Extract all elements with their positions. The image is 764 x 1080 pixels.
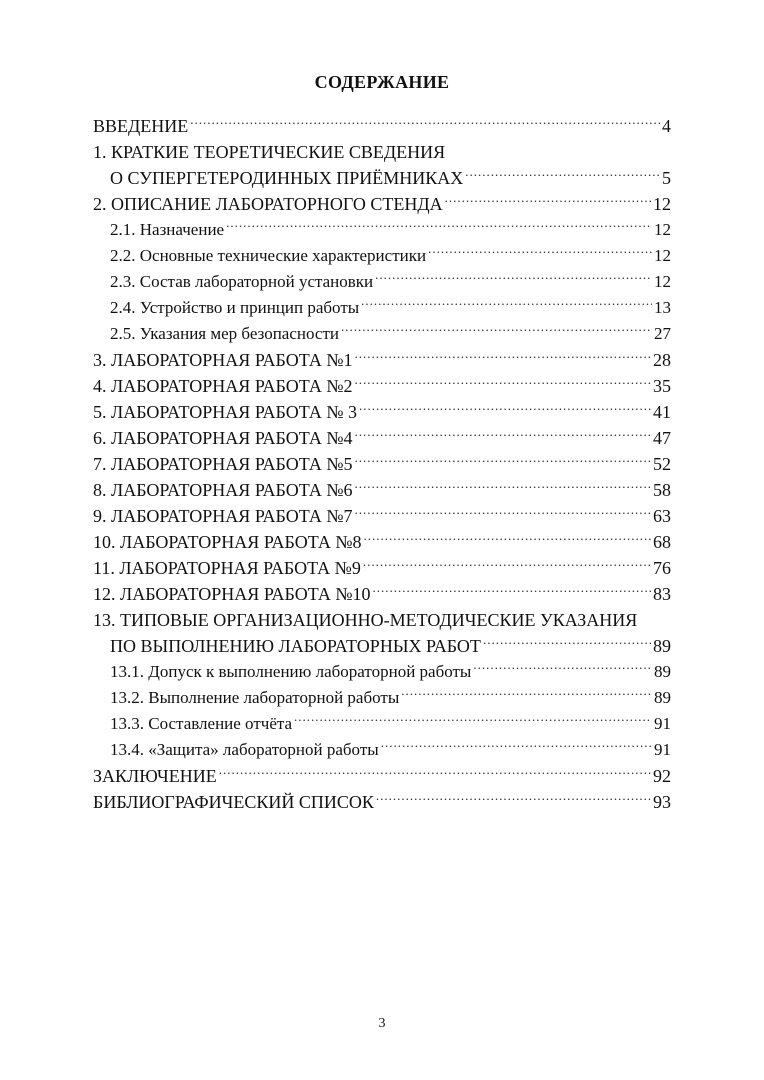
toc-entry-line — [93, 113, 671, 139]
toc-entry-title: 10. ЛАБОРАТОРНАЯ РАБОТА №8 — [93, 532, 362, 552]
toc-entry-line — [93, 399, 671, 425]
dot-leader — [226, 218, 652, 235]
toc-entry-line — [93, 165, 671, 191]
toc-page-number: 89 — [654, 688, 671, 707]
dot-leader — [355, 426, 651, 444]
toc-entry-line — [93, 503, 671, 529]
toc-entry-title: 2.1. Назначение — [110, 220, 225, 239]
toc-entry-line — [110, 295, 671, 321]
toc-subentry[interactable] — [93, 321, 671, 347]
toc-entry[interactable] — [93, 529, 671, 555]
toc-page-number: 12 — [653, 194, 671, 214]
dot-leader — [355, 348, 651, 366]
page-title: СОДЕРЖАНИЕ — [314, 72, 450, 92]
dot-leader — [361, 296, 652, 313]
toc-entry[interactable] — [93, 503, 671, 529]
toc-entry-title-line: 13. ТИПОВЫЕ ОРГАНИЗАЦИОННО-МЕТОДИЧЕСКИЕ УКАЗАНИЯ — [93, 610, 638, 630]
toc-subentry[interactable] — [93, 711, 671, 737]
dot-leader — [363, 556, 651, 574]
toc-page-number: 63 — [653, 506, 671, 526]
toc-entry-title-line: 1. КРАТКИЕ ТЕОРЕТИЧЕСКИЕ СВЕДЕНИЯ — [93, 142, 446, 162]
toc-entry-line — [93, 633, 671, 659]
toc-entry-title: 2.2. Основные технические характеристики — [110, 246, 427, 265]
toc-entry[interactable] — [93, 425, 671, 451]
dot-leader — [219, 764, 651, 782]
toc-page-number: 89 — [654, 662, 671, 681]
toc-entry-line — [93, 555, 671, 581]
toc-entry-title: БИБЛИОГРАФИЧЕСКИЙ СПИСОК — [93, 792, 374, 812]
dot-leader — [190, 114, 660, 132]
toc-entry[interactable] — [93, 763, 671, 789]
dot-leader — [483, 634, 651, 652]
toc-page-number: 41 — [653, 402, 671, 422]
toc-entry-title: 8. ЛАБОРАТОРНАЯ РАБОТА №6 — [93, 480, 353, 500]
toc-entry[interactable] — [93, 451, 671, 477]
toc-page-number: 58 — [653, 480, 671, 500]
toc-page-number: 12 — [654, 272, 671, 291]
toc-entry[interactable] — [93, 399, 671, 425]
toc-subentry[interactable] — [93, 295, 671, 321]
toc-entry-title: ВВЕДЕНИЕ — [93, 116, 189, 136]
toc-entry-line — [93, 451, 671, 477]
dot-leader — [401, 686, 652, 703]
dot-leader — [355, 452, 651, 470]
dot-leader — [359, 400, 651, 418]
toc-entry-line — [93, 347, 671, 373]
toc-entry-title: 13.4. «Защита» лабораторной работы — [110, 740, 379, 759]
toc-entry[interactable] — [93, 373, 671, 399]
toc-entry-line — [110, 269, 671, 295]
toc-entry-title: ЗАКЛЮЧЕНИЕ — [93, 766, 217, 786]
toc-entry-title: 2.4. Устройство и принцип работы — [110, 298, 360, 317]
toc-entry-line — [93, 373, 671, 399]
toc-entry-title: 2. ОПИСАНИЕ ЛАБОРАТОРНОГО СТЕНДА — [93, 194, 443, 214]
toc-page-number: 28 — [653, 350, 671, 370]
toc-page-number: 12 — [654, 246, 671, 265]
dot-leader — [445, 192, 651, 210]
dot-leader — [381, 738, 652, 755]
toc-page-number: 89 — [653, 636, 671, 656]
toc-entry-title: 4. ЛАБОРАТОРНАЯ РАБОТА №2 — [93, 376, 353, 396]
dot-leader — [364, 530, 651, 548]
toc-entry-line — [110, 243, 671, 269]
toc-page-number: 91 — [654, 714, 671, 733]
toc-page-number: 13 — [654, 298, 671, 317]
toc-entry-line — [93, 191, 671, 217]
toc-page-number: 12 — [654, 220, 671, 239]
toc-entry-line — [93, 789, 671, 815]
dot-leader — [294, 712, 652, 729]
toc-entry[interactable] — [93, 347, 671, 373]
toc-entry-title: 11. ЛАБОРАТОРНАЯ РАБОТА №9 — [93, 558, 361, 578]
toc-page-number: 91 — [654, 740, 671, 759]
dot-leader — [428, 244, 652, 261]
toc-entry-title: 2.5. Указания мер безопасности — [110, 324, 339, 343]
toc-entry-title: 3. ЛАБОРАТОРНАЯ РАБОТА №1 — [93, 350, 353, 370]
dot-leader — [355, 374, 651, 392]
toc-entry-line — [93, 763, 671, 789]
toc-entry-title: 7. ЛАБОРАТОРНАЯ РАБОТА №5 — [93, 454, 353, 474]
dot-leader — [465, 166, 660, 184]
toc-entry[interactable] — [93, 607, 671, 659]
toc-entry-title: 6. ЛАБОРАТОРНАЯ РАБОТА №4 — [93, 428, 353, 448]
toc-entry-line — [110, 321, 671, 347]
toc-page-number: 93 — [653, 792, 671, 812]
toc-entry[interactable] — [93, 581, 671, 607]
toc-page-number: 92 — [653, 766, 671, 786]
toc-entry-line — [110, 711, 671, 737]
toc-entry-line — [93, 477, 671, 503]
toc-entry[interactable] — [93, 139, 671, 191]
toc-entry-title: 13.2. Выполнение лабораторной работы — [110, 688, 400, 707]
toc-page-number: 35 — [653, 376, 671, 396]
toc-page-number: 68 — [653, 532, 671, 552]
toc-page-number: 4 — [662, 116, 671, 136]
dot-leader — [355, 504, 651, 522]
toc-entry-line — [93, 581, 671, 607]
toc-entry-title: ПО ВЫПОЛНЕНИЮ ЛАБОРАТОРНЫХ РАБОТ — [110, 636, 481, 656]
toc-entry[interactable] — [93, 789, 671, 815]
dot-leader — [376, 790, 651, 808]
toc-entry-line — [93, 425, 671, 451]
dot-leader — [473, 660, 652, 677]
dot-leader — [341, 322, 652, 339]
toc-subentry[interactable] — [93, 659, 671, 685]
toc-entry-line — [110, 217, 671, 243]
toc-subentry[interactable] — [93, 685, 671, 711]
toc-entry-title: 9. ЛАБОРАТОРНАЯ РАБОТА №7 — [93, 506, 353, 526]
toc-subentry[interactable] — [93, 737, 671, 763]
page-number: 3 — [378, 1016, 386, 1031]
toc-page-number: 52 — [653, 454, 671, 474]
toc-subentry[interactable] — [93, 217, 671, 243]
toc-entry-line — [110, 737, 671, 763]
toc-page-number: 27 — [654, 324, 671, 343]
toc-page-number: 76 — [653, 558, 671, 578]
toc-entry-title: 13.3. Составление отчёта — [110, 714, 293, 733]
dot-leader — [355, 478, 651, 496]
dot-leader — [375, 270, 652, 287]
toc-entry[interactable] — [93, 477, 671, 503]
toc-entry-title: 12. ЛАБОРАТОРНАЯ РАБОТА №10 — [93, 584, 371, 604]
toc-entry[interactable] — [93, 555, 671, 581]
toc-entry[interactable] — [93, 113, 671, 139]
toc-page-number: 5 — [662, 168, 671, 188]
toc-entry-title: О СУПЕРГЕТЕРОДИННЫХ ПРИЁМНИКАХ — [110, 168, 464, 188]
toc-entry-title: 2.3. Состав лабораторной установки — [110, 272, 374, 291]
toc-entry-title: 5. ЛАБОРАТОРНАЯ РАБОТА № 3 — [93, 402, 358, 422]
toc-subentry[interactable] — [93, 243, 671, 269]
toc-page-number: 83 — [653, 584, 671, 604]
dot-leader — [373, 582, 651, 600]
toc-subentry[interactable] — [93, 269, 671, 295]
toc-entry-line — [110, 659, 671, 685]
toc-entry-line — [110, 685, 671, 711]
toc-page-number: 47 — [653, 428, 671, 448]
toc-entry[interactable] — [93, 191, 671, 217]
toc-entry-line — [93, 529, 671, 555]
toc-entry-title: 13.1. Допуск к выполнению лабораторной работы — [110, 662, 472, 681]
table-of-contents — [93, 113, 671, 815]
